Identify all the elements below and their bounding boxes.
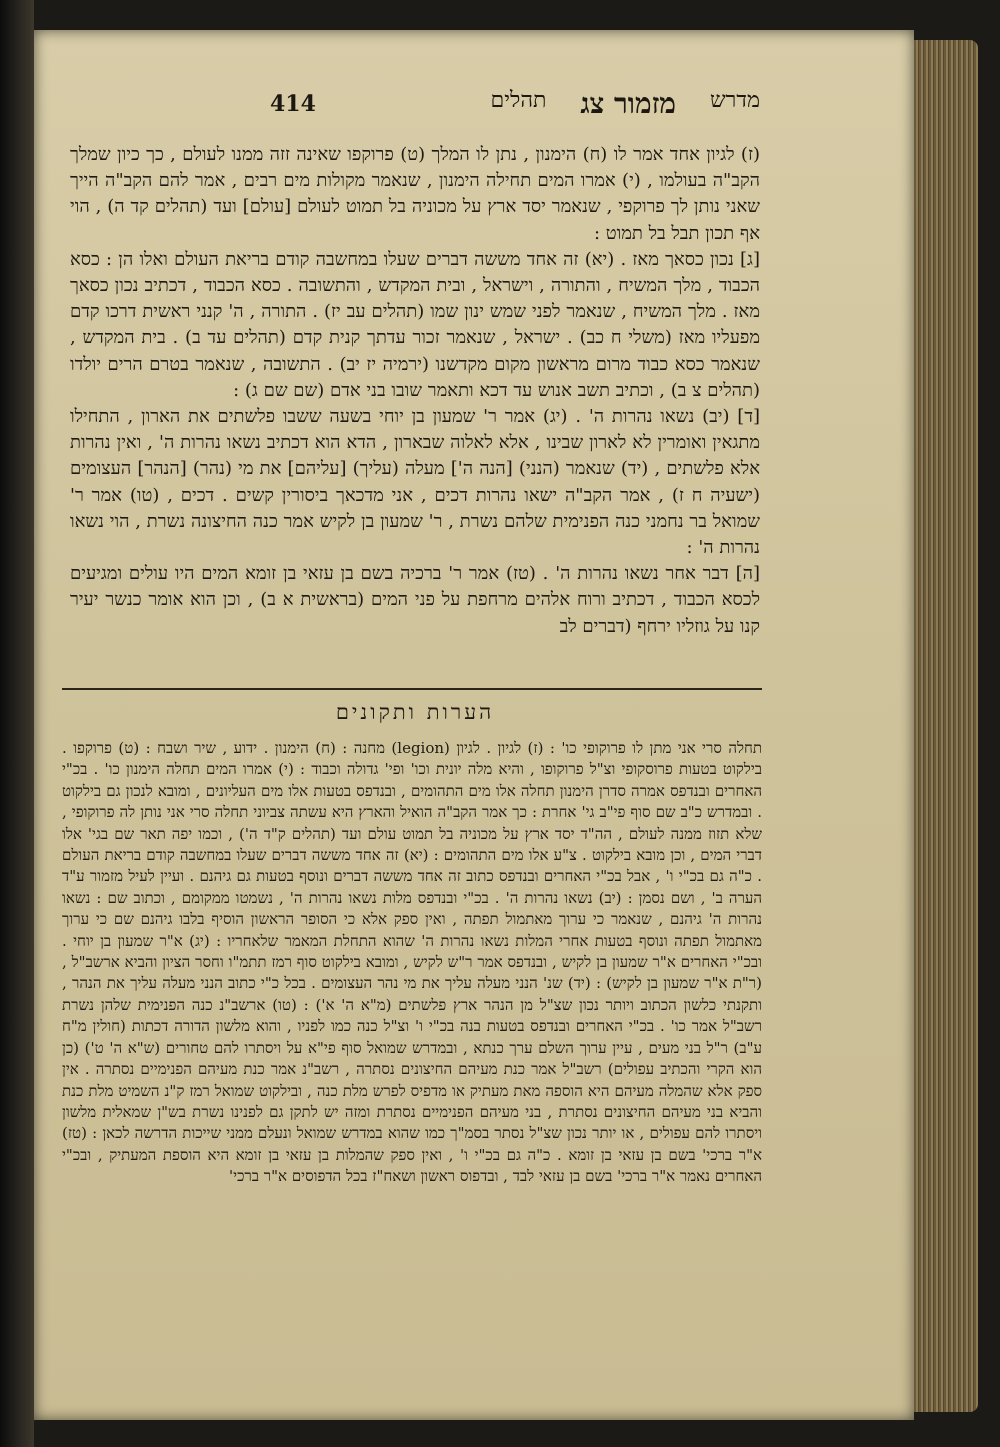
running-header (270, 84, 760, 124)
paragraph-5: [ה] דבר אחר נשאו נהרות ה' . (טז) אמר ר' ברכיה בשם בן עזאי בן זומא המים היו עולים ומגיעים לכסא הכבוד , דכתיב ורוח אלהים מרחפת על פני המים (בראשית א ב) , וכן הוא אומר כנשר יעיר קנו על גוזליו ירחף (דברים לב (70, 563, 760, 637)
midrash-text (70, 142, 760, 640)
footnotes (62, 738, 762, 1188)
page-number: 414 (270, 91, 316, 117)
footnote-block: תחלה סרי אני מתן לו פרוקופי כו' : (ז) לגיון . לגיון (legion) מחנה : (ח) הימנון . ידוע , שיר ושבח : (ט) פרוקפו . בילקוט בטעות פרוסקופי וצ"ל פרוקופו , והיא מלה יונית וכו' ופי' גדולה וכבוד : (י) אמרו המים תחלה הימנון כו' . בכ"י האחרים ובנדפס אמרה סדרן הימנון תחלה אלו מים התהומים , ובנדפס בטעות אלו מים העליונים , ומובא לנכון גם בילקוט . ובמדרש כ"ב שם סוף פי"ב גי' אחרת : כך אמר הקב"ה הואיל והארץ היא עשתה צביוני תחלה סרי אני נותן לה פרוקופי , שלא תזוז ממנה לעולם , הה"ד יסד ארץ על מכוניה בל תמוט עולם ועד (תהלים ק"ד ה') , וכמו יפה תאר שם בגי' אלו דברי המים , וכן מובא בילקוט . צ"ע אלו מים התהומים : (יא) זה אחד מששה דברים שעלו במחשבה קודם בריאת העולם . כ"ה גם בכ"י ו' , אבל בכ"י האחרים ובנדפס כתוב זה אחד מששה דברים ונוסף בטעות גם גיהנם . ועיין לעיל מזמור ע"ד הערה ב' , ושם נסמן : (יב) נשאו נהרות ה' . בכ"י ובנדפס מלות נשאו נהרות ה' , נשמטו ממקומם , וכתוב שם : נשאו נהרות ה' גיהנם , שנאמר כי ערוך מאתמול תפתה , ואין ספק אלא כי הסופר הראשון הוסיף בלבו גיהנם שם כי ערוך מאתמול תפתה ונוסף בטעות אחרי המלות נשאו נהרות ה' שהוא התחלת המאמר שלאחריו : (יג) א"ר שמעון בן יוחי . ובכ"י האחרים א"ר שמעון בן לקיש , ובנדפס אמר ר"ש לקיש , ומובא בילקוט סוף רמז תתמ"ו וחסר הציון והביא ארשב"ל , (ר"ת א"ר שמעון בן לקיש) : (יד) שנ' הנני מעלה עליך את מי נהר העצומים . בכל כ"י כתוב הנני מעלה עליך את הנהר , ותקנתי כלשון הכתוב ויותר נכון שצ"ל מן הנהר ארץ פלשתים (מ"א ה' א') : (טו) ארשב"נ כנה הפנימית שלהן נשרת רשב"ל אמר כו' . בכ"י האחרים ובנדפס בטעות בנה בכ"י ו' וצ"ל כנה כמו לפניו , והוא מלשון הדורה דכתות (חולין מ"ח ע"ב) ר"ל בני מעים , עיין ערוך השלם ערך כנתא , ובמדרש שמואל סוף פי"א על ויסתרו להם טחורים (ש"א ה' ט') (כן הוא הקרי והכתיב עפולים) רשב"ל אמר כנת מעיהם החיצונים נסתרה , רשב"נ אמר כנת מעיהם הפנימיים נסתרה . אין ספק אלא שהמלה מעיהם היא הוספה מאת מעתיק או מדפיס לפרש מלת כנה , ובילקוט שמואל רמז ק"נ השמיט מלת כנת והביא בני מעיהם החיצונים נסתרת , בני מעיהם הפנימיים נסתרת ומזה יש לתקן גם לפנינו נשרת בש"ן שמאלית מלשון ויסתרו להם עפולים , או יותר נכון שצ"ל נסתר בסמ"ך כמו שהוא במדרש שמואל ונעלם ממני שייכות הדרשה לכאן : (טז) א"ר ברכי' בשם בן עזאי בן זומא . כ"ה גם בכ"י ו' , ואין ספק שהמלות בן עזאי בן זומא היא הוספת המעתיק , ובכ"י האחרים נאמר א"ר ברכי' בשם בן עזאי לבד , ובדפוס ראשון ושאח"ז בכל הדפוסים א"ר ברכי' (62, 739, 762, 1186)
book-title: תהלים (490, 88, 547, 113)
book-spine-shadow (0, 0, 34, 1447)
paragraph-4: [ד] (יב) נשאו נהרות ה' . (יג) אמר ר' שמעון בן יוחי בשעה ששבו פלשתים את הארון , התחילו מתגאין ואומרין לא לארון שבינו , אלא לאלוה שבארון , הדא הוא דכתיב נשאו נהרות ה' , ואין נהרות אלא פלשתים , (יד) שנאמר (הנני) [הנה ה'] מעלה (עליך) [עליהם] את מי (נהר) [הנהר] העצומים (ישעיה ח ז) , אמר הקב"ה ישאו נהרות דכים , אני מדכאך ביסורין קשים . דכים , (טו) אמר ר' שמואל בר נחמני כנה הפנימית שלהם נשרת , ר' שמעון בן לקיש אמר כנה החיצונה נשרת , הוי נשאו נהרות ה' : (70, 406, 760, 559)
paragraph-7: (ז) לגיון אחד אמר לו (ח) הימנון , נתן לו המלך (ט) פרוקפו שאינה זזה ממנו לעולם , כך כיון שמלך הקב"ה בעולמו , (י) אמרו המים תחילה הימנון , שנאמר מקולות מים רבים , אמר להם הקב"ה הייך שאני נותן לך פרוקפי , שנאמר יסד ארץ על מכוניה בל תמוט לעולם [עולם] ועד (תהלים קד ה) , הוי אף תכון תבל בל תמוט : (70, 144, 760, 244)
page-edges (914, 40, 978, 1412)
psalm-section: מזמור צג (580, 87, 676, 120)
paragraph-3: [ג] נכון כסאך מאז . (יא) זה אחד מששה דברים שעלו במחשבה קודם בריאת העולם ואלו הן : כסא הכבוד , מלך המשיח , והתורה , וישראל , ובית המקדש , והתשובה . כסא הכבוד , דכתיב נכון כסאך מאז . מלך המשיח , שנאמר לפני שמש ינון שמו (תהלים עב יז) . התורה , ה' קנני ראשית דרכו קדם מפעליו מאז (משלי ח כב) . ישראל , שנאמר זכור עדתך קנית קדם (תהלים עד ב) . בית המקדש , שנאמר כסא כבוד מרום מראשון מקום מקדשנו (ירמיה יז יב) . התשובה , שנאמר בטרם הרים יולדו (תהלים צ ב) , וכתיב תשב אנוש עד דכא ותאמר שובו בני אדם (שם שם ג) : (70, 248, 760, 401)
book-name: מדרש (709, 88, 760, 113)
section-divider (62, 688, 762, 690)
notes-heading: הערות ותקונים (335, 700, 495, 724)
running-title (491, 87, 760, 121)
